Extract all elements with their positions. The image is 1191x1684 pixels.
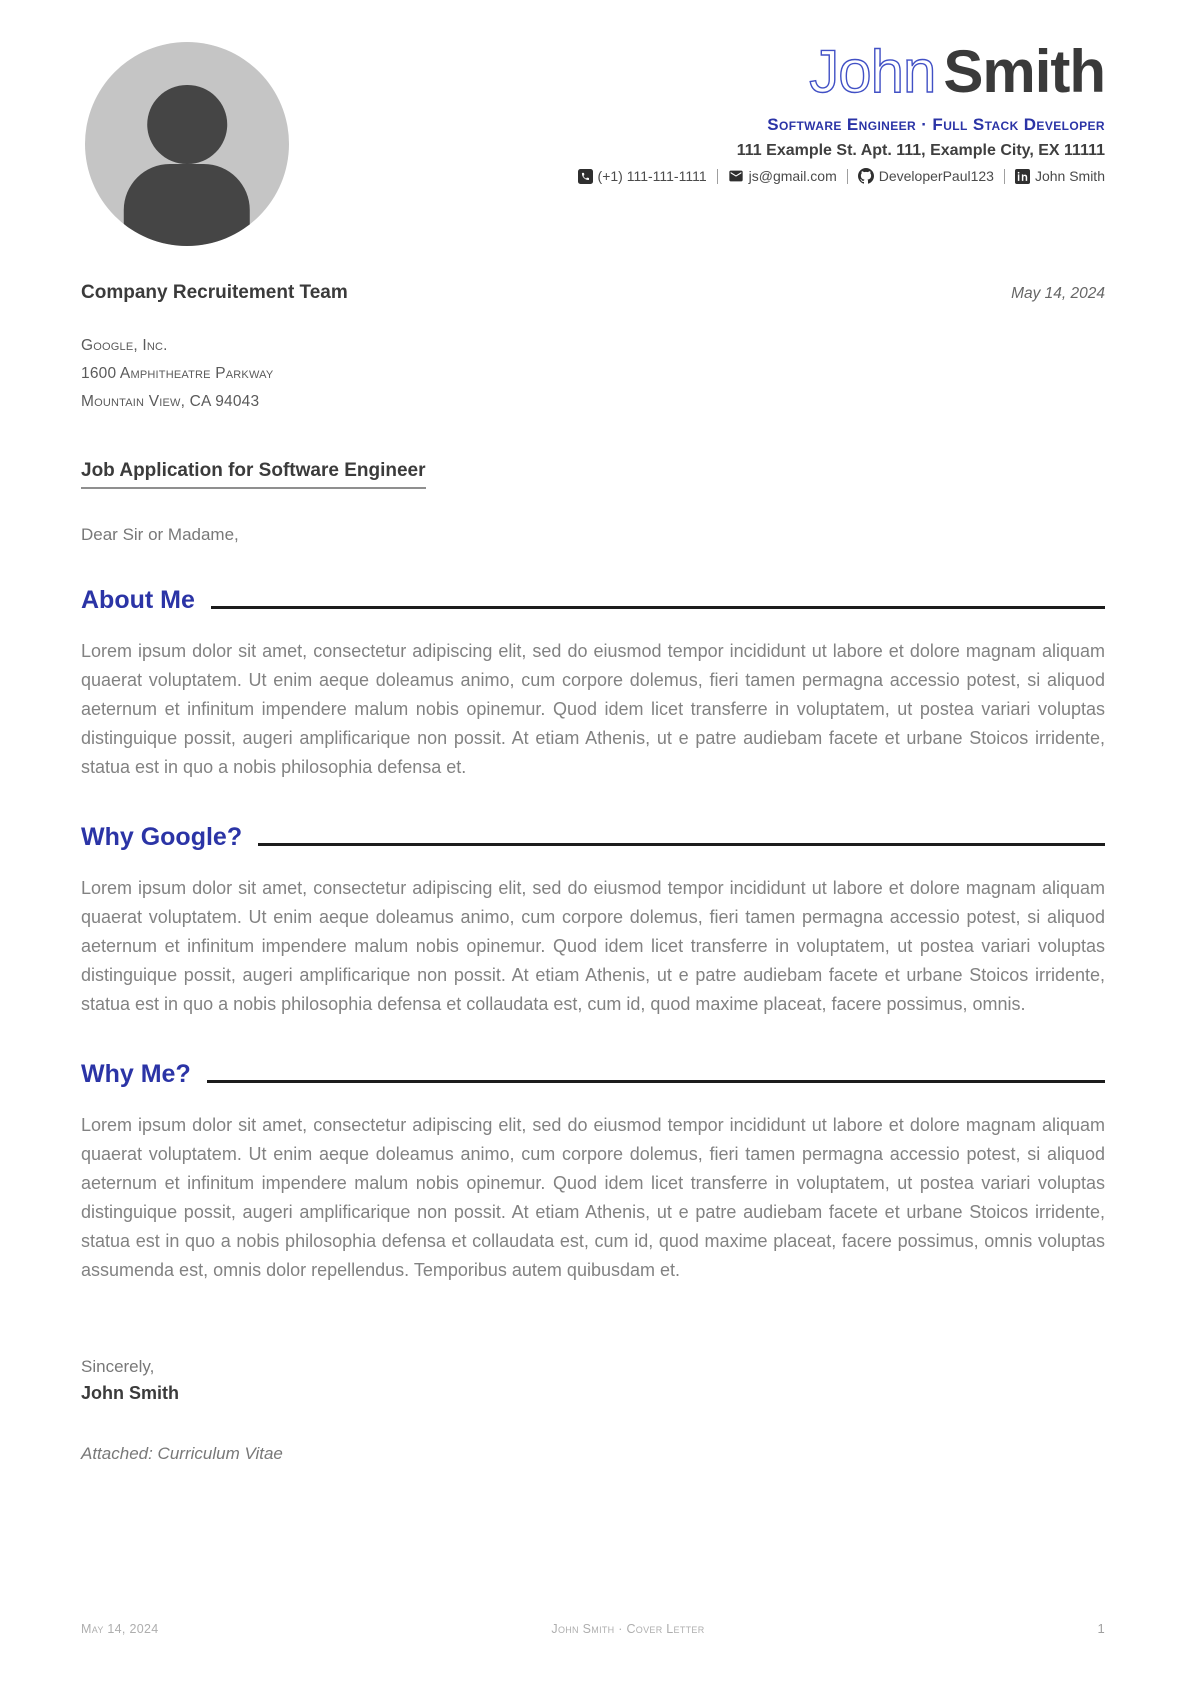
job-subtitle: Software Engineer · Full Stack Developer	[767, 115, 1105, 134]
section-paragraph: Lorem ipsum dolor sit amet, consectetur adipiscing elit, sed do eiusmod tempor incididunt ut labore et dolore magnam aliquam quaerat voluptatem. Ut enim aeque doleamus animo, cum corpore dolemus, fieri tamen permagna accessio potest, si aliquod aeternum et infinitum impendere malum nobis opinemur. Quod idem licet transferre in voluptatem, ut postea variari voluptas distinguique possit, augeri amplificarique non possit. At etiam Athenis, ut e patre audiebam facete et urbane Stoicos irridente, statua est in quo a nobis philosophia defensa et collaudata est, cum id, quod maxime placeat, facere possimus, omnis voluptas assumenda est, omnis dolor repellendus. Temporibus autem quibusdam et.	[81, 1115, 1105, 1280]
email-icon	[728, 168, 744, 184]
applicant-address: 111 Example St. Apt. 111, Example City, EX 11111	[736, 142, 1105, 159]
person-icon	[147, 85, 227, 165]
section-paragraph: Lorem ipsum dolor sit amet, consectetur adipiscing elit, sed do eiusmod tempor incididunt ut labore et dolore magnam aliquam quaerat voluptatem. Ut enim aeque doleamus animo, cum corpore dolemus, fieri tamen permagna accessio potest, si aliquod aeternum et infinitum impendere malum nobis opinemur. Quod idem licet transferre in voluptatem, ut postea variari voluptas distinguique possit, augeri amplificarique non possit. At etiam Athenis, ut e patre audiebam facete et urbane Stoicos irridente, statua est in quo a nobis philosophia defensa et.	[81, 641, 1105, 777]
section-paragraph: Lorem ipsum dolor sit amet, consectetur adipiscing elit, sed do eiusmod tempor incididunt ut labore et dolore magnam aliquam quaerat voluptatem. Ut enim aeque doleamus animo, cum corpore dolemus, fieri tamen permagna accessio potest, si aliquod aeternum et infinitum impendere malum nobis opinemur. Quod idem licet transferre in voluptatem, ut postea variari voluptas distinguique possit, augeri amplificarique non possit. At etiam Athenis, ut e patre audiebam facete et urbane Stoicos irridente, statua est in quo a nobis philosophia defensa et collaudata est, cum id, quod maxime placeat, facere possimus, omnis.	[81, 878, 1105, 1014]
phone-contact	[578, 168, 707, 184]
signature-name: John Smith	[81, 1383, 179, 1403]
separator	[717, 169, 718, 184]
phone-icon	[578, 169, 593, 184]
contact-row	[578, 168, 1105, 184]
section-rule	[207, 1080, 1105, 1083]
last-name: Smith	[943, 38, 1105, 105]
section-heading-about-me	[81, 585, 1105, 615]
email-contact	[728, 168, 837, 184]
email-address: js@gmail.com	[748, 168, 837, 184]
separator	[847, 169, 848, 184]
linkedin-icon	[1015, 169, 1030, 184]
recipient-name: Company Recruitement Team	[81, 282, 348, 303]
footer-date: May 14, 2024	[81, 1622, 159, 1636]
recipient-street: 1600 Amphitheatre Parkway	[81, 365, 274, 382]
recipient-row	[81, 282, 1105, 304]
github-handle: DeveloperPaul123	[878, 168, 994, 184]
footer-doc-title: John Smith · Cover Letter	[551, 1622, 705, 1636]
linkedin-contact	[1015, 168, 1105, 184]
github-icon	[858, 168, 874, 184]
recipient-address	[81, 332, 1105, 416]
letter-title	[81, 460, 1105, 489]
letter-date: May 14, 2024	[1011, 285, 1105, 302]
closing: Sincerely,	[81, 1357, 155, 1376]
applicant-name	[578, 40, 1105, 103]
page-number: 1	[1097, 1621, 1105, 1636]
person-icon-body	[124, 164, 250, 246]
phone-number: (+1) 111-111-1111	[597, 168, 707, 184]
avatar	[85, 42, 289, 246]
section-title: Why Me?	[81, 1060, 191, 1088]
letter-header	[578, 40, 1105, 184]
salutation: Dear Sir or Madame,	[81, 525, 239, 544]
attachment-note: Attached: Curriculum Vitae	[81, 1444, 283, 1463]
letter-body	[81, 282, 1105, 1464]
section-heading-why-google	[81, 822, 1105, 852]
section-rule	[258, 843, 1105, 846]
separator	[1004, 169, 1005, 184]
section-heading-why-me	[81, 1059, 1105, 1089]
first-name: John	[809, 38, 936, 105]
section-rule	[211, 606, 1105, 609]
section-title: Why Google?	[81, 823, 243, 851]
linkedin-handle: John Smith	[1034, 168, 1105, 184]
section-title: About Me	[81, 586, 195, 614]
recipient-company: Google, Inc.	[81, 337, 168, 354]
letter-title-text: Job Application for Software Engineer	[81, 460, 426, 489]
page-footer	[81, 1621, 1105, 1636]
github-contact	[858, 168, 994, 184]
recipient-city: Mountain View, CA 94043	[81, 393, 260, 410]
